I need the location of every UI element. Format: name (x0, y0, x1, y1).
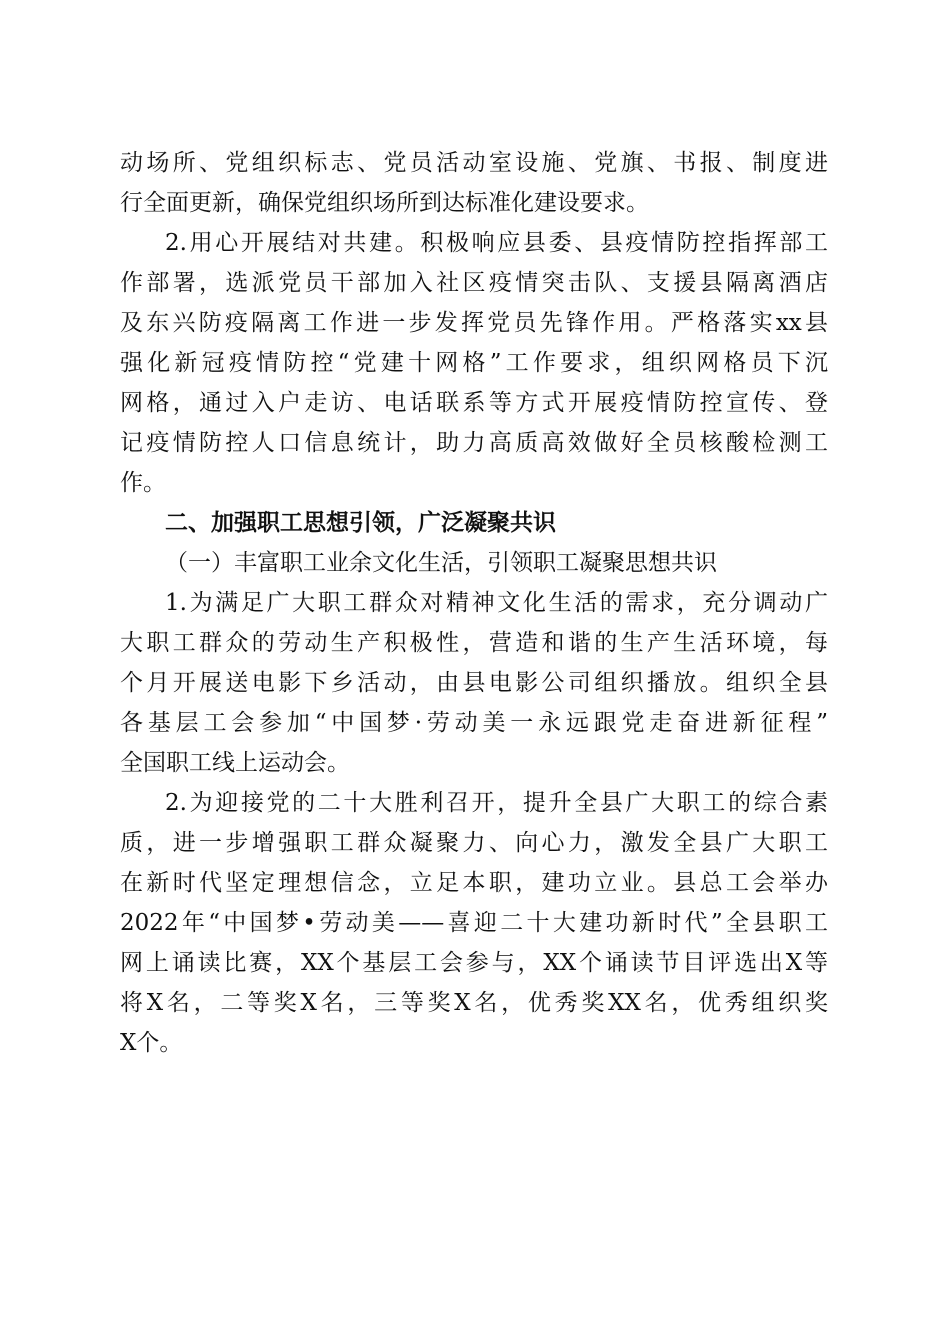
text-line: 强化新冠疫情防控“党建十网格”工作要求，组织网格员下沉 (120, 350, 828, 376)
text-line: 动场所、党组织标志、党员活动室设施、党旗、书报、制度进 (120, 150, 828, 176)
text-line: 记疫情防控人口信息统计，助力高质高效做好全员核酸检测工 (120, 430, 828, 456)
paragraph-culture-life (120, 583, 828, 783)
text-line: 质，进一步增强职工群众凝聚力、向心力，激发全县广大职工 (120, 830, 828, 856)
text-line: 作部署，选派党员干部加入社区疫情突击队、支援县隔离酒店 (120, 270, 828, 296)
text-line: 网格，通过入户走访、电话联系等方式开展疫情防控宣传、登 (120, 390, 828, 416)
text-line: 各基层工会参加“中国梦·劳动美一永远跟党走奋进新征程” (120, 710, 828, 736)
text-line: 2022年“中国梦•劳动美——喜迎二十大建功新时代”全县职工 (120, 910, 828, 936)
text-line: 个月开展送电影下乡活动，由县电影公司组织播放。组织全县 (120, 670, 828, 696)
text-line: X个。 (120, 1030, 183, 1056)
text-line: 2.为迎接党的二十大胜利召开，提升全县广大职工的综合素 (165, 790, 828, 816)
text-line: 在新时代坚定理想信念，立足本职，建功立业。县总工会举办 (120, 870, 828, 896)
text-line: 大职工群众的劳动生产积极性，营造和谐的生产生活环境，每 (120, 630, 828, 656)
text-line: 网上诵读比赛，XX个基层工会参与，XX个诵读节目评选出X等 (120, 950, 828, 976)
paragraph-facility-update (120, 143, 828, 223)
text-line: 将X名，二等奖X名，三等奖X名，优秀奖XX名，优秀组织奖 (120, 990, 828, 1016)
subsection-heading: （一）丰富职工业余文化生活，引领职工凝聚思想共识 (165, 550, 717, 576)
document-body (120, 143, 828, 1063)
section-heading: 二、加强职工思想引领，广泛凝聚共识 (165, 510, 556, 536)
text-line: 1.为满足广大职工群众对精神文化生活的需求，充分调动广 (165, 590, 828, 616)
text-line: 行全面更新，确保党组织场所到达标准化建设要求。 (120, 190, 649, 216)
paragraph-reading-contest (120, 783, 828, 1063)
paragraph-joint-building (120, 223, 828, 503)
text-line: 2.用心开展结对共建。积极响应县委、县疫情防控指挥部工 (165, 230, 828, 256)
text-line: 作。 (120, 470, 166, 496)
text-line: 全国职工线上运动会。 (120, 750, 350, 776)
text-line: 及东兴防疫隔离工作进一步发挥党员先锋作用。严格落实xx县 (120, 310, 828, 336)
